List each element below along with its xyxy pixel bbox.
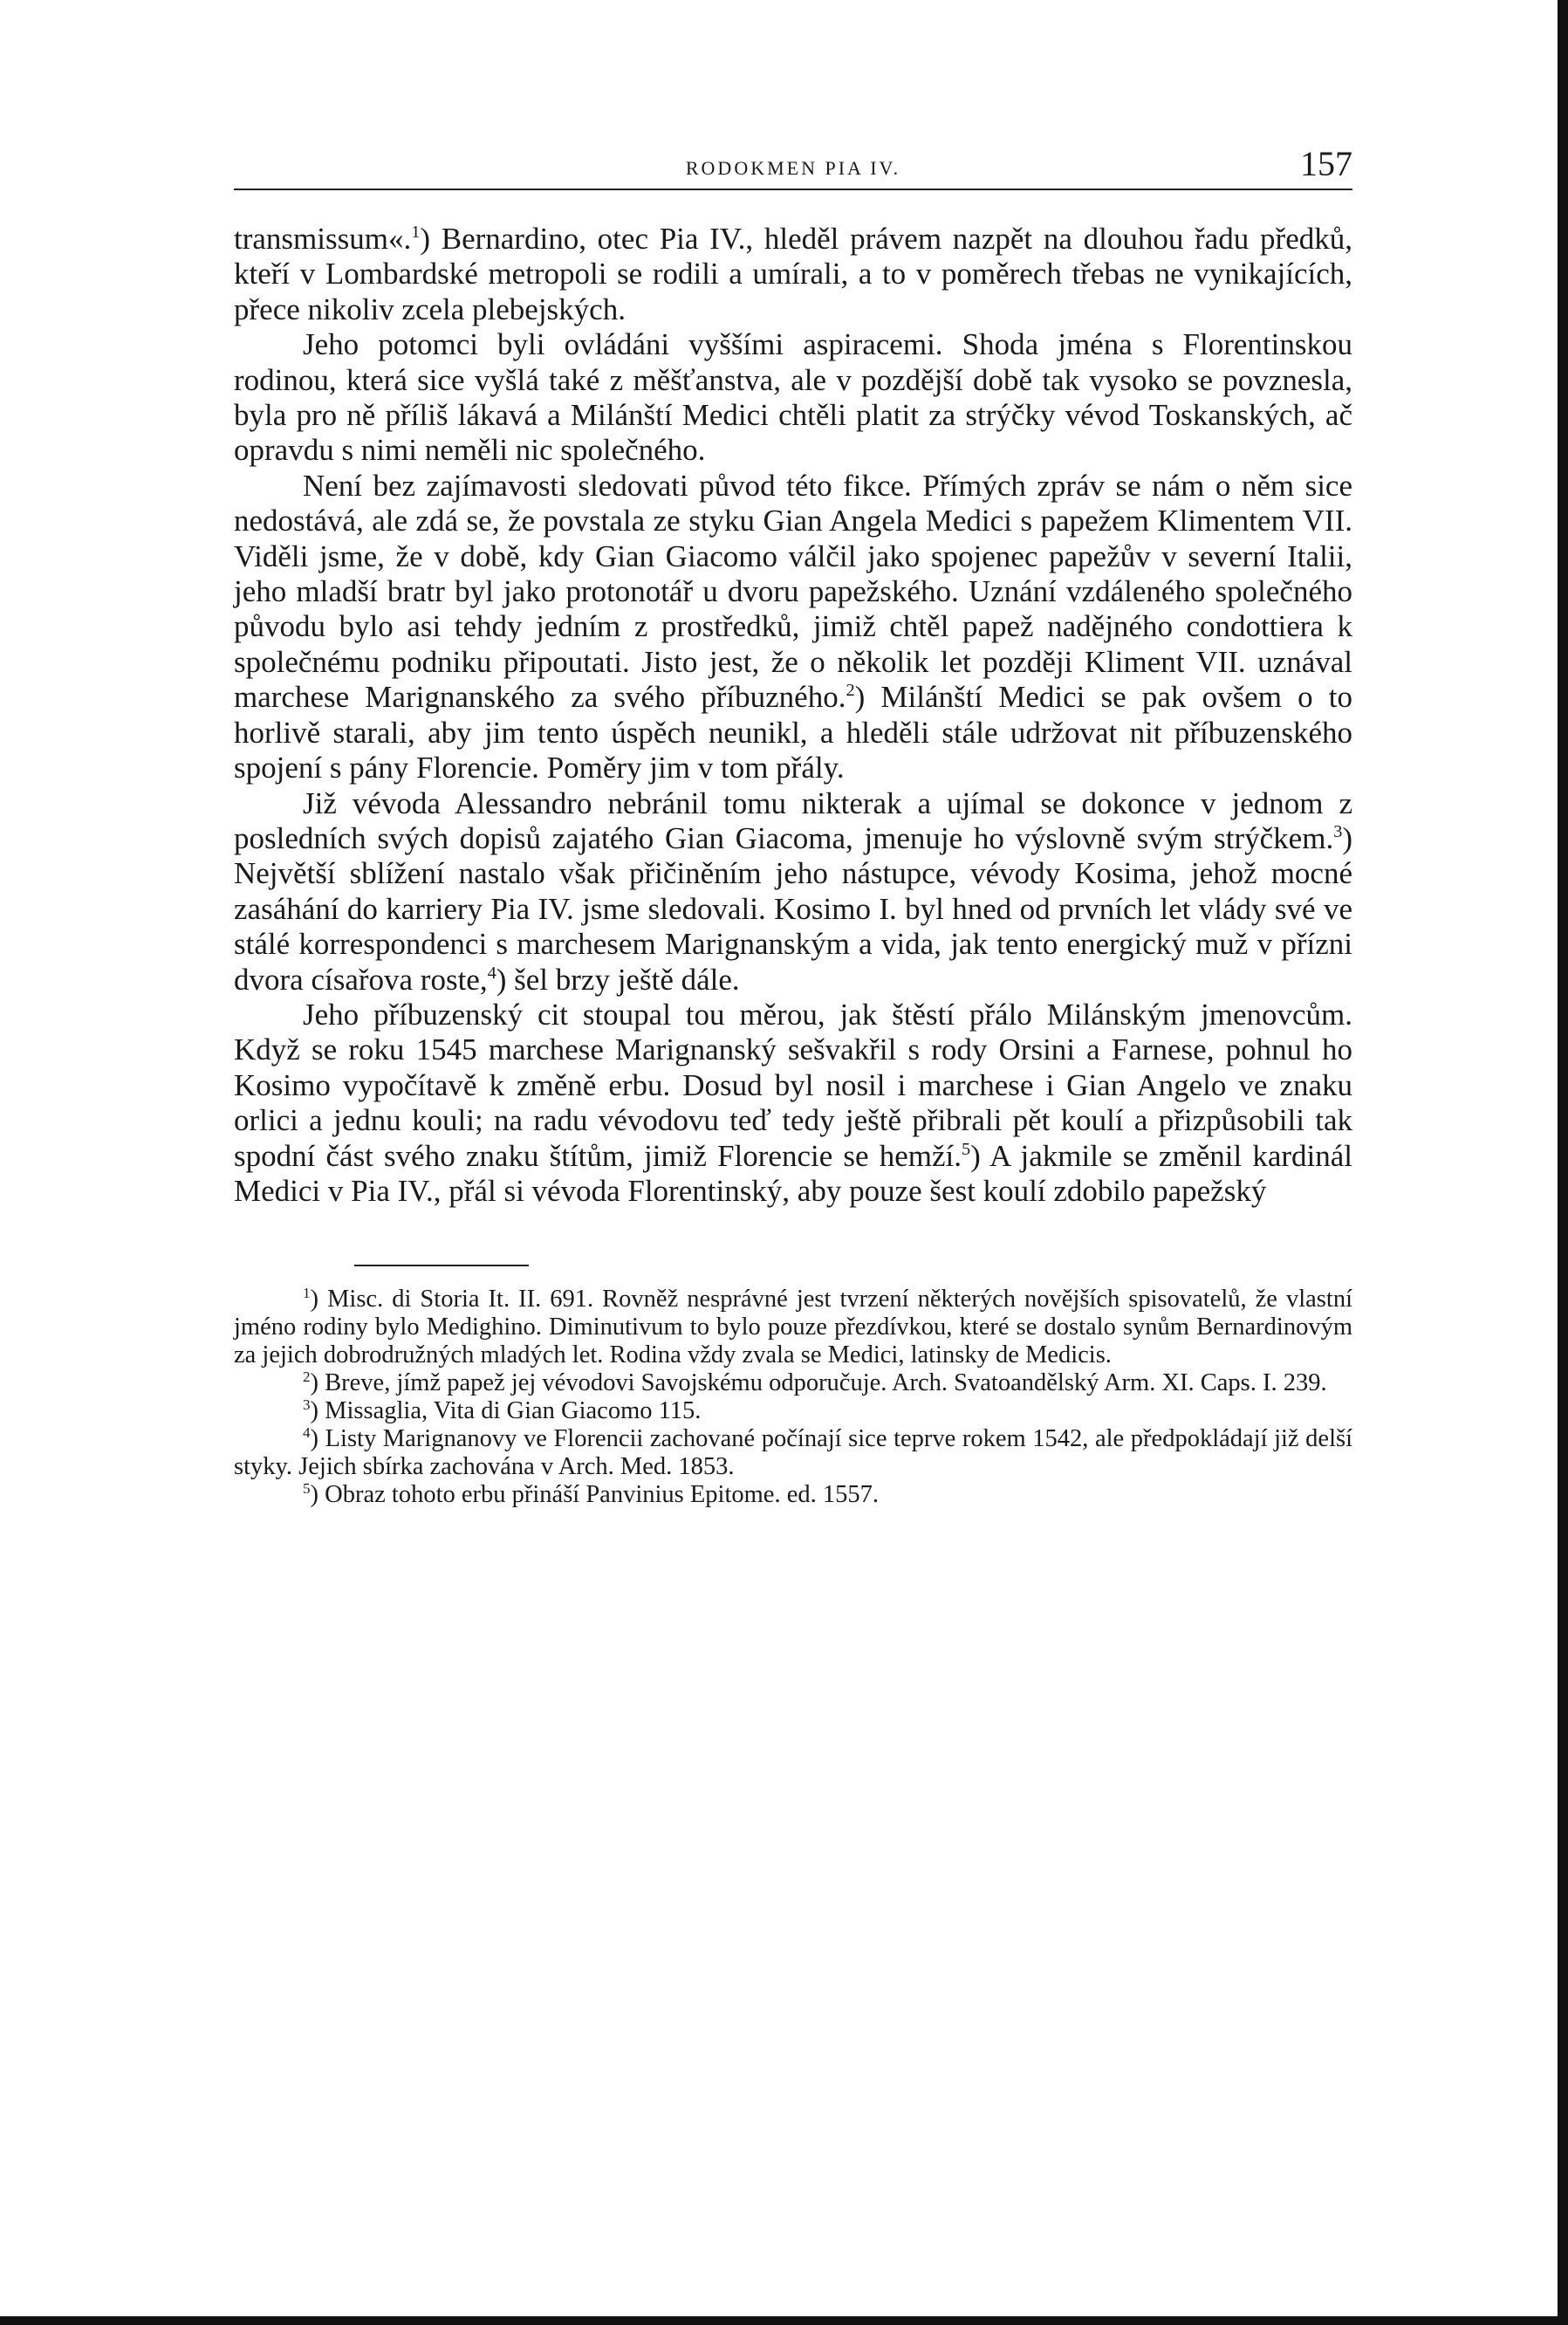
text-run: transmissum«. [234,222,412,256]
scan-border [0,2316,1568,2325]
paragraph [234,469,1352,786]
footnote-ref: 1 [411,222,421,242]
footnote-mark: 3 [303,1396,311,1414]
book-page [234,140,1352,1509]
page-header [234,140,1352,190]
footnote-text: ) Listy Marignanovy ve Florencii zachované počínají sice teprve rokem 1542, ale předpokládají již delší styky. Jejich sbírka zachována v Arch. Med. 1853. [234,1425,1352,1481]
paragraph [234,998,1352,1209]
paragraph: Jeho potomci byli ovládáni vyššími aspiracemi. Shoda jména s Florentinskou rodinou, která sice vyšlá také z měšťanstva, ale v pozdější době tak vysoko se povznesla, byla pro ně příliš lákavá a Milánští Medici chtěli platit za strýčky vévod Toskanských, ač opravdu s nimi neměli nic společného. [234,327,1352,468]
footnote-ref: 5 [962,1139,971,1159]
text-run: ) Největší sblížení nastalo však přičiněním jeho nástupce, vévody Kosima, jehož mocné zasáhání do karriery Pia IV. jsme sledovali. Kosimo I. byl hned od prvních let vlády své ve stálé korrespondenci s marchesem Marignanským a vida, jak tento energický muž v přízni dvora císařova roste, [234,820,1352,997]
footnote [234,1286,1352,1369]
footnote [234,1425,1352,1481]
text-run: ) A jakmile se změnil kardinál Medici v Pia IV., přál si vévoda Florentinský, aby pouze šest koulí zdobilo papežský [234,1138,1353,1208]
footnote [234,1397,1352,1425]
footnote-mark: 4 [303,1424,311,1442]
footnote-text: ) Misc. di Storia It. II. 691. Rovněž nesprávné jest tvrzení některých novějších spisovatelů, že vlastní jméno rodiny bylo Medighino. Diminutivum to bylo pouze přezdívkou, které se dostalo synům Bernardinovým za jejich dobrodružných mladých let. Rodina vždy zvala se Medici, latinsky de Medicis. [234,1286,1352,1369]
footnote-ref: 3 [1333,821,1343,841]
footnote-ref: 2 [846,681,855,701]
scan-border [1558,0,1568,2325]
footnote-text: ) Missaglia, Vita di Gian Giacomo 115. [310,1397,702,1425]
footnote-divider [354,1265,529,1266]
footnote [234,1369,1352,1397]
footnotes [234,1286,1352,1509]
text-run: ) šel brzy ještě dále. [496,962,740,997]
paragraph [234,222,1352,327]
main-text [234,222,1352,1209]
text-run: ) Milánští Medici se pak ovšem o to horlivě starali, aby jim tento úspěch neunikl, a hleděli stále udržovat nit příbuzenského spojení s pány Florencie. Poměry jim v tom přály. [234,680,1352,785]
footnote-text: ) Breve, jímž papež jej vévodovi Savojskému odporučuje. Arch. Svatoandělský Arm. XI. Caps. I. 239. [310,1369,1327,1397]
footnote-ref: 4 [487,963,496,983]
text-run: Jeho příbuzenský cit stoupal tou měrou, jak štěstí přálo Milánským jmenovcům. Když se roku 1545 marchese Marignanský sešvakřil s rody Orsini a Farnese, pohnul ho Kosimo vypočítavě k změně erbu. Dosud byl nosil i marchese i Gian Angelo ve znaku orlici a jednu kouli; na radu vévodovu teď tedy ještě přibrali pět koulí a přizpůsobili tak spodní část svého znaku štítům, jimiž Florencie se hemží. [234,997,1352,1173]
text-run: Není bez zajímavosti sledovati původ této fikce. Přímých zpráv se nám o něm sice nedostává, ale zdá se, že povstala ze styku Gian Angela Medici s papežem Klimentem VII. Viděli jsme, že v době, kdy Gian Giacomo válčil jako spojenec papežův v severní Italii, jeho mladší bratr byl jako protonotář u dvoru papežského. Uznání vzdáleného společného původu bylo asi tehdy jedním z prostředků, jimiž chtěl papež nadějného condottiera k společnému podniku připoutati. Jisto jest, že o několik let později Kliment VII. uznával marchese Marignanského za svého příbuzného. [234,468,1352,715]
footnote-mark: 5 [303,1480,311,1498]
text-run: Již vévoda Alessandro nebránil tomu nikterak a ujímal se dokonce v jednom z posledních svých dopisů zajatého Gian Giacoma, jmenuje ho výslovně svým strýčkem. [234,785,1352,855]
footnote [234,1481,1352,1509]
footnote-mark: 2 [303,1368,311,1386]
paragraph [234,786,1352,998]
footnote-mark: 1 [303,1285,311,1302]
running-head: RODOKMEN PIA IV. [685,157,901,179]
footnote-text: ) Obraz tohoto erbu přináší Panvinius Epitome. ed. 1557. [310,1481,879,1509]
text-run: ) Bernardino, otec Pia IV., hleděl právem nazpět na dlouhou řadu předků, kteří v Lombardské metropoli se rodili a umírali, a to v poměrech třebas ne vynikajících, přece nikoliv zcela plebejských. [234,222,1352,326]
page-number: 157 [1300,144,1352,183]
